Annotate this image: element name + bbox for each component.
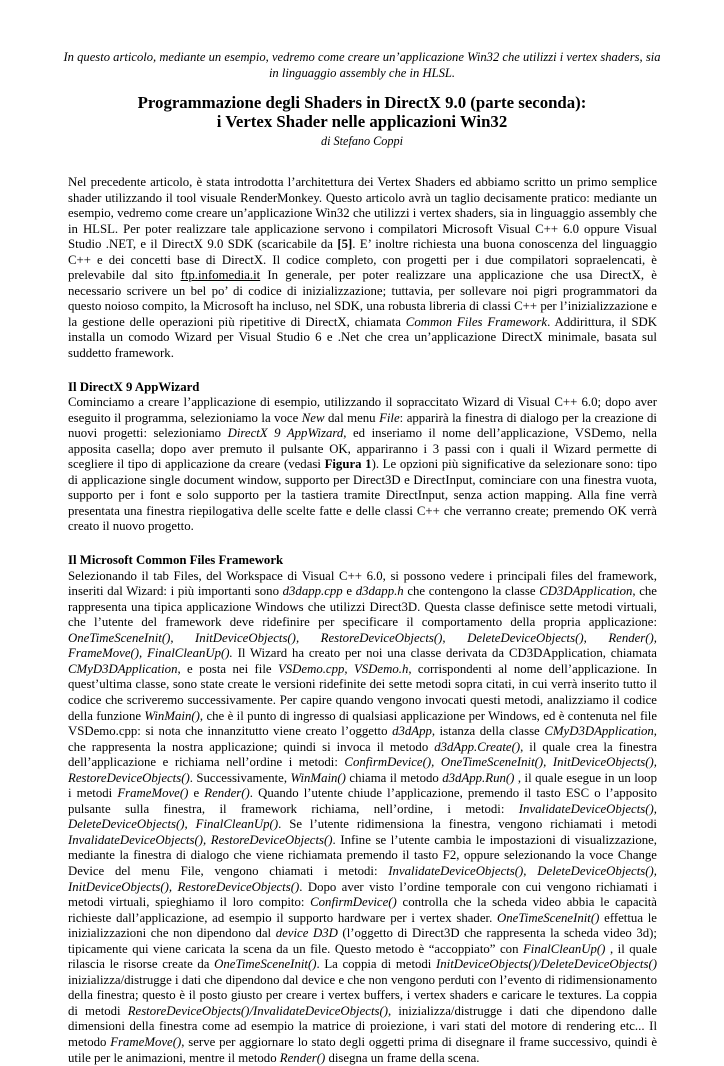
- reference-5: [5]: [337, 237, 353, 252]
- section-heading-appwizard: Il DirectX 9 AppWizard: [68, 379, 200, 394]
- paragraph-intro: Nel precedente articolo, è stata introdotta l’architettura dei Vertex Shaders ed abbiamo scritto un primo semplice shader utilizzando il tool visuale RenderMonkey. Questo articolo avrà un taglio decisamente pratico: mediante un esempio, vedremo come creare un’applicazione Win32 che utilizzi i vertex shaders, sia in linguaggio assembly che in HLSL. Per poter realizzare tale applicazione servono i compilatori Microsoft Visual C++ 6.0 oppure Visual Studio .NET, e il DirectX 9.0 SDK (scaricabile da [5]. E’ inoltre richiesta una buona conoscenza del linguaggio C++ e dei concetti base di DirectX. Il codice completo, con progetti per i due compilatori sopraelencati, è prelevabile dal sito ftp.infomedia.it In generale, per poter realizzare una applicazione che usa DirectX, è necessario scrivere un bel po’ di codice di inizializzazione; tuttavia, per sollevare noi pigri programmatori da questo noioso compito, la Microsoft ha incluso, nel SDK, una robusta libreria di classi C++ per l’inizializzazione e la gestione delle operazioni più ripetitive di DirectX, chiamata Common Files Framework. Addirittura, il SDK installa un comodo Wizard per Visual Studio 6 e .Net che crea un’applicazione DirectX minimale, basata sul suddetto framework.: [68, 175, 657, 361]
- section-heading-framework: Il Microsoft Common Files Framework: [68, 553, 284, 568]
- figure-reference: Figura 1: [324, 457, 372, 472]
- intro-text: In questo articolo, mediante un esempio, vedremo come creare un’applicazione Win32 che utilizzi i vertex shaders, sia in linguaggio assembly che in HLSL.: [63, 50, 661, 80]
- article-body: [68, 175, 657, 1066]
- title-line-2: i Vertex Shader nelle applicazioni Win32: [216, 112, 508, 131]
- paragraph-appwizard: Cominciamo a creare l’applicazione di esempio, utilizzando il sopraccitato Wizard di Visual C++ 6.0; dopo aver eseguito il programma, selezioniamo la voce New dal menu File: apparirà la finestra di dialogo per la creazione di nuovi progetti: selezioniamo DirectX 9 AppWizard, ed inseriamo il nome dell’applicazione, VSDemo, nella apposita casella; dopo aver premuto il pulsante OK, appariranno i 3 passi con i quali il Wizard permette di scegliere il tipo di applicazione da creare (vedasi Figura 1). Le opzioni più significative da selezionare sono: tipo di applicazione single document window, supporto per Direct3D e DirectInput, cominciare con una finestra vuota, supporto per i font e solo supporto per la tastiera tramite DirectInput, senza action mapping. Alla fine verrà presentata una finestra riepilogativa delle scelte fatte e delle classi C++ che verranno create; premendo OK verrà creato il nuovo progetto.: [68, 395, 657, 534]
- article-title: [62, 93, 662, 131]
- author-byline: di Stefano Coppi: [321, 134, 403, 148]
- paragraph-framework: Selezionando il tab Files, del Workspace di Visual C++ 6.0, si possono vedere i principali files del framework, inseriti dal Wizard: i più importanti sono d3dapp.cpp e d3dapp.h che contengono la classe CD3DApplication, che rappresenta una tipica applicazione Windows che utilizzi Direct3D. Questa classe definisce sette metodi virtuali, che l’utente del framework deve ridefinire per specificare il comportamento della propria applicazione: OneTimeSceneInit(), InitDeviceObjects(), RestoreDeviceObjects(), DeleteDeviceObjects(), Render(), FrameMove(), FinalCleanUp(). Il Wizard ha creato per noi una classe derivata da CD3DApplication, chiamata CMyD3DApplication, e posta nei file VSDemo.cpp, VSDemo.h, corrispondenti al nome dell’applicazione. In quest’ultima classe, sono state create le versioni ridefinite dei sette metodi sopra citati, in cui verrà inserito tutto il codice che scriveremo successivamente. Per capire quando vengono invocati questi metodi, analizziamo il codice della funzione WinMain(), che è il punto di ingresso di qualsiasi applicazione per Windows, ed è contenuta nel file VSDemo.cpp: si nota che innanzitutto viene creato l’oggetto d3dApp, istanza della classe CMyD3DApplication, che rappresenta la nostra applicazione; quindi si invoca il metodo d3dApp.Create(), il quale crea la finestra dell’applicazione e richiama nell’ordine i metodi: ConfirmDevice(), OneTimeSceneInit(), InitDeviceObjects(), RestoreDeviceObjects(). Successivamente, WinMain() chiama il metodo d3dApp.Run() , il quale esegue in un loop i metodi FrameMove() e Render(). Quando l’utente chiude l’applicazione, premendo il tasto ESC o l’apposito pulsante sulla finestra, il framework richiama, nell’ordine, i metodi: InvalidateDeviceObjects(), DeleteDeviceObjects(), FinalCleanUp(). Se l’utente ridimensiona la finestra, vengono richiamati i metodi InvalidateDeviceObjects(), RestoreDeviceObjects(). Infine se l’utente cambia le impostazioni di visualizzazione, mediante la finestra di dialogo che viene richiamata premendo il tasto F2, oppure selezionando la voce Change Device del menu File, vengono chiamati i metodi: InvalidateDeviceObjects(), DeleteDeviceObjects(), InitDeviceObjects(), RestoreDeviceObjects(). Dopo aver visto l’ordine temporale con cui vengono richiamati i metodi virtuali, spieghiamo il loro compito: ConfirmDevice() controlla che la scheda video abbia le capacità richieste dall’applicazione, ad esempio il supporto hardware per i vertex shader. OneTimeSceneInit() effettua le inizializzazioni che non dipendono dal device D3D (l’oggetto di Direct3D che rappresenta la scheda video 3d); tipicamente qui viene caricata la scena da un file. Questo metodo è “accoppiato” con FinalCleanUp() , il quale rilascia le risorse create da OneTimeSceneInit(). La coppia di metodi InitDeviceObjects()/DeleteDeviceObjects() inizializza/distrugge i dati che dipendono dal device e che non vengono perduti con l’evento di ridimensionamento della finestra; questo è il posto giusto per creare i vertex buffers, i vertex shaders e caricare le textures. La coppia di metodi RestoreDeviceObjects()/InvalidateDeviceObjects(), inizializza/distrugge i dati che dipendono dalle dimensioni della finestra come ad esempio la matrice di proiezione, i vari stati del motore di rendering etc... Il metodo FrameMove(), serve per aggiornare lo stato degli oggetti prima di disegnare il frame successivo, quindi è utile per le animazioni, mentre il metodo Render() disegna un frame della scena.: [68, 568, 658, 1065]
- ftp-link[interactable]: ftp.infomedia.it: [180, 268, 261, 283]
- title-line-1: Programmazione degli Shaders in DirectX 9.0 (parte seconda):: [137, 93, 587, 112]
